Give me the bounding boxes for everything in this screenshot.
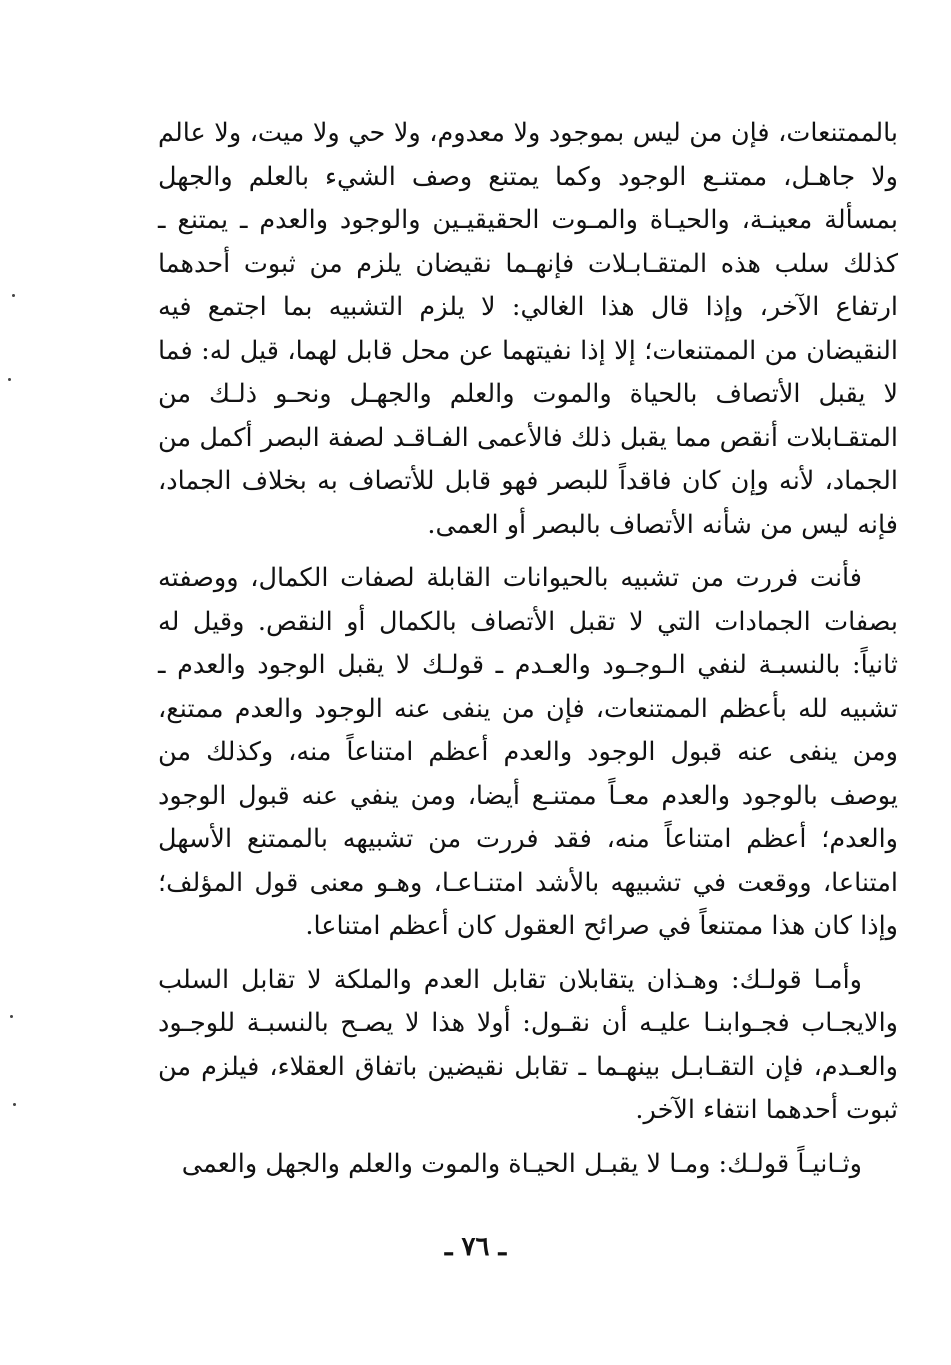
scan-speck [10,1015,13,1018]
scan-speck [8,378,11,381]
paragraph-3: وأمـا قولـك: وهـذان يتقابلان تقابل العدم والملكة لا تقابل السلب والايجـاب فجـوابنـا عليـه أن نقـول: أولا هذا لا يصـح بالنسبـة للوجـود والعـدم، فإن التقـابـل بينهـما ـ تقابل نقيضين باتفاق العقلاء، فيلزم من ثبوت أحدهما انتفاء الآخر. [158,964,898,1125]
scan-speck [13,1103,16,1106]
paragraph-4: وثـانيـاً قولـك: ومـا لا يقبـل الحيـاة والموت والعلم والجهل والعمى [181,1148,862,1179]
scan-speck [12,294,15,297]
page-number: ـ ٧٦ ـ [444,1232,507,1262]
page-body [158,112,898,1186]
paragraph-1: بالممتنعات، فإن من ليس بموجود ولا معدوم، ولا حي ولا ميت، ولا عالم ولا جاهـل، ممتنـع الوجود وكما يمتنع وصف الشيء بالعلم والجهل بمسألة معينـة، والحيـاة والمـوت الحقيقيـين والوجود والعدم ـ يمتنع ـ كذلك سلب هذه المتقـابـلات فإنهـما نقيضان يلزم من ثبوت أحدهما ارتفاع الآخر، وإذا قال هذا الغالي: لا يلزم التشبيه بما اجتمع فيه النقيضان من الممتنعات؛ إلا إذا نفيتهما عن محل قابل لهما، قيل له: فما لا يقبل الأتصاف بالحياة والموت والعلم والجهـل ونحـو ذلـك من المتقـابلات أنقص مما يقبل ذلك فالأعمى الفـاقـد لصفة البصر أكمل من الجماد، لأنه وإن كان فاقداً للبصر فهو قابل للأتصاف به بخلاف الجماد، فإنه ليس من شأنه الأتصاف بالبصر أو العمى. [158,118,898,540]
paragraph-2: فأنت فررت من تشبيه بالحيوانات القابلة لصفات الكمال، ووصفته بصفات الجمادات التي لا تقبل الأتصاف بالكمال أو النقص. وقيل له ثانياً: بالنسبـة لنفي الـوجـود والعـدم ـ قولـك لا يقبل الوجود والعدم ـ تشبيه لله بأعظم الممتنعات، فإن من ينفى عنه الوجود والعدم ممتنع، ومن ينفى عنه قبول الوجود والعدم أعظم امتناعاً منه، وكذلك من يوصف بالوجود والعدم معـاً ممتنـع أيضا، ومن ينفي عنه قبول الوجود والعدم؛ أعظم امتناعاً منه، فقد فررت من تشبيهه بالممتنع الأسهل امتناعا، ووقعت في تشبيهه بالأشد امتنـاعـا، وهـو معنى قول المؤلف؛ وإذا كان هذا ممتنعاً في صرائح العقول كان أعظم امتناعا. [158,563,898,941]
